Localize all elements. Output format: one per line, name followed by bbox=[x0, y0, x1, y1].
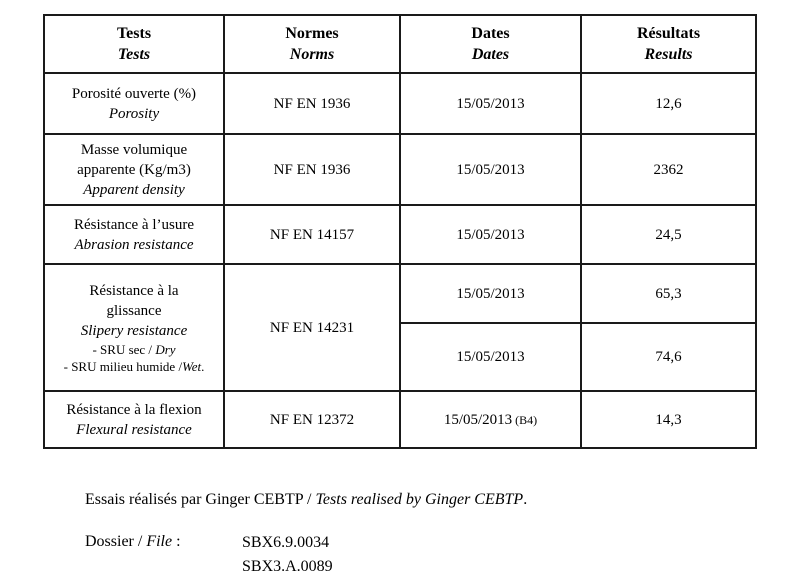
dossier-file-label bbox=[85, 531, 181, 552]
file-number: SBX6.9.0034 bbox=[242, 534, 330, 551]
essais-text-fr: Essais réalisés par Ginger CEBTP / bbox=[85, 491, 316, 508]
dossier-label-en: File bbox=[146, 533, 173, 550]
test-condition-wet bbox=[49, 358, 219, 375]
file-number: SBX3.A.0089 bbox=[242, 558, 333, 575]
cell-abrasion-result: 24,5 bbox=[581, 205, 756, 264]
header-dates-fr: Dates bbox=[471, 25, 510, 42]
cell-slip-wet-result: 74,6 bbox=[581, 323, 756, 391]
test-name-en: Abrasion resistance bbox=[74, 236, 194, 253]
cell-slip-norm: NF EN 14231 bbox=[224, 264, 400, 391]
header-resultats-fr: Résultats bbox=[636, 25, 701, 42]
test-name-fr: Résistance à la bbox=[89, 282, 179, 299]
header-dates-en: Dates bbox=[471, 46, 510, 63]
essais-text-en: Tests realised by Ginger CEBTP bbox=[315, 491, 524, 508]
cell-flexural-result: 14,3 bbox=[581, 391, 756, 448]
cell-density-test bbox=[44, 134, 224, 205]
flexural-date: 15/05/2013 bbox=[443, 411, 513, 428]
cell-abrasion-date: 15/05/2013 bbox=[400, 205, 581, 264]
test-condition-dry bbox=[49, 341, 219, 358]
cell-density-norm: NF EN 1936 bbox=[224, 134, 400, 205]
table-row-abrasion bbox=[44, 205, 756, 264]
test-name-en: Slipery resistance bbox=[80, 322, 188, 339]
condition-wet-en: Wet bbox=[182, 358, 202, 374]
cell-abrasion-test bbox=[44, 205, 224, 264]
condition-wet-fr: - SRU milieu humide / bbox=[63, 358, 183, 374]
cell-slip-test bbox=[44, 264, 224, 391]
test-name-fr: glissance bbox=[106, 302, 162, 319]
header-resultats bbox=[581, 15, 756, 73]
test-name-fr: apparente (Kg/m3) bbox=[77, 161, 191, 178]
test-name-en: Flexural resistance bbox=[76, 421, 192, 438]
test-name-fr: Résistance à l’usure bbox=[74, 216, 194, 233]
cell-porosity-test bbox=[44, 73, 224, 134]
cell-slip-dry-date: 15/05/2013 bbox=[400, 264, 581, 323]
essais-realises-line bbox=[85, 489, 527, 510]
table-row-slip-resistance-dry bbox=[44, 264, 756, 323]
header-normes-fr: Normes bbox=[285, 25, 339, 42]
cell-flexural-norm: NF EN 12372 bbox=[224, 391, 400, 448]
file-number-list bbox=[242, 531, 333, 579]
header-normes bbox=[224, 15, 400, 73]
table-header-row bbox=[44, 15, 756, 73]
condition-dry-fr: - SRU sec / bbox=[92, 341, 156, 357]
cell-flexural-test bbox=[44, 391, 224, 448]
table-row-density bbox=[44, 134, 756, 205]
table-row-porosity bbox=[44, 73, 756, 134]
test-name-fr: Résistance à la flexion bbox=[66, 401, 202, 418]
header-normes-en: Norms bbox=[289, 46, 335, 63]
condition-wet-period: . bbox=[201, 358, 205, 374]
header-tests bbox=[44, 15, 224, 73]
essais-period: . bbox=[523, 491, 528, 508]
dossier-label-fr: Dossier / bbox=[85, 533, 147, 550]
header-tests-en: Tests bbox=[117, 46, 151, 63]
flexural-date-note: (B4) bbox=[515, 412, 538, 427]
test-name-en: Apparent density bbox=[83, 181, 185, 198]
test-name-fr: Porosité ouverte (%) bbox=[71, 85, 197, 102]
test-results-table bbox=[43, 14, 757, 449]
test-name-fr: Masse volumique bbox=[80, 141, 188, 158]
cell-porosity-norm: NF EN 1936 bbox=[224, 73, 400, 134]
cell-porosity-date: 15/05/2013 bbox=[400, 73, 581, 134]
cell-density-date: 15/05/2013 bbox=[400, 134, 581, 205]
header-tests-fr: Tests bbox=[116, 25, 152, 42]
cell-flexural-date bbox=[400, 391, 581, 448]
condition-dry-en: Dry bbox=[155, 341, 176, 357]
cell-slip-dry-result: 65,3 bbox=[581, 264, 756, 323]
cell-slip-wet-date: 15/05/2013 bbox=[400, 323, 581, 391]
cell-abrasion-norm: NF EN 14157 bbox=[224, 205, 400, 264]
test-name-en: Porosity bbox=[108, 105, 160, 122]
header-dates bbox=[400, 15, 581, 73]
dossier-label-colon: : bbox=[172, 533, 181, 550]
table-row-flexural bbox=[44, 391, 756, 448]
header-resultats-en: Results bbox=[644, 46, 693, 63]
cell-porosity-result: 12,6 bbox=[581, 73, 756, 134]
cell-density-result: 2362 bbox=[581, 134, 756, 205]
